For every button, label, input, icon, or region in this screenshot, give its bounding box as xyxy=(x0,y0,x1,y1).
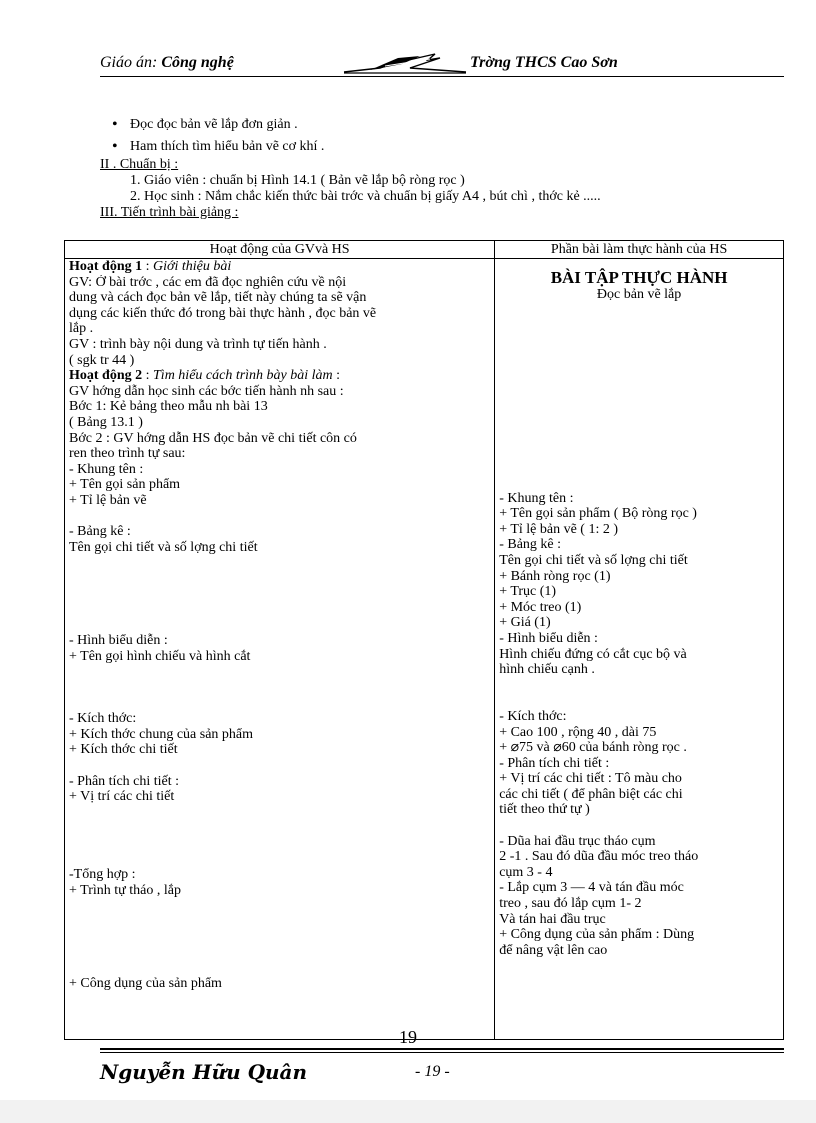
activity-line: dụng các kiến thức đó trong bài thực hành , đọc bản vẽ xyxy=(69,305,377,321)
activity-line: Bớc 1: Kẻ bảng theo mẫu nh bài 13 xyxy=(69,399,268,415)
bang-ke-label: - Bảng kê : xyxy=(499,537,562,553)
header-subject xyxy=(100,54,234,72)
table-header-student: Phần bài làm thực hành của HS xyxy=(495,241,784,259)
activity-line: Bớc 2 : GV hớng dẫn HS đọc bản vẽ chi tiết côn có xyxy=(69,430,357,446)
kich-thuoc-item: + Cao 100 , rộng 40 , dài 75 xyxy=(499,724,657,740)
phan-tich-item: các chi tiết ( để phân biệt các chi xyxy=(499,786,683,802)
section-2-title: II . Chuẩn bị : xyxy=(100,157,179,172)
phan-tich-label: - Phân tích chi tiết : xyxy=(499,755,610,771)
khung-ten-item: + Tỉ lệ bản vẽ ( 1: 2 ) xyxy=(499,521,619,537)
tong-hop-label: -Tổng hợp : xyxy=(69,867,136,883)
activity-line: dung và cách đọc bản vẽ lắp, tiết này chúng ta sẽ vận xyxy=(69,290,367,306)
page-header xyxy=(100,50,784,76)
objective-text: Ham thích tìm hiểu bản vẽ cơ khí . xyxy=(130,139,325,154)
bullet-icon: • xyxy=(112,138,118,155)
page-bottom-margin xyxy=(0,1100,816,1123)
kich-thuoc-item: + Kích thớc chi tiết xyxy=(69,742,178,758)
diameter-line: + ⌀75 và ⌀60 của bánh ròng rọc . xyxy=(499,740,687,756)
footer-rule xyxy=(100,1052,784,1053)
phan-tich-item: tiết theo thứ tự ) xyxy=(499,802,590,818)
quill-pen-icon xyxy=(340,50,470,76)
tong-hop-item: Và tán hai đầu trục xyxy=(499,911,606,927)
bang-ke-item: + Trục (1) xyxy=(499,584,557,600)
header-subject-label: Giáo án: xyxy=(100,54,158,71)
objective-bullet xyxy=(100,116,800,134)
activity-2-name: Tìm hiểu cách trình bày bài làm xyxy=(153,368,333,384)
footer-rule xyxy=(100,1048,784,1050)
intro-section xyxy=(100,116,800,220)
kich-thuoc-label: - Kích thớc: xyxy=(499,708,567,724)
activity-line: GV hớng dẫn học sinh các bớc tiến hành nh sau : xyxy=(69,383,344,399)
section-3-title: III. Tiến trình bài giảng : xyxy=(100,205,239,220)
bullet-icon: • xyxy=(112,116,118,133)
diameter-icon: ⌀ xyxy=(510,740,520,756)
tong-hop-item: 2 -1 . Sau đó dũa đầu móc treo tháo xyxy=(499,849,699,865)
activity-1-name: Giới thiệu bài xyxy=(153,259,232,274)
header-school: Trờng THCS Cao Sơn xyxy=(470,54,618,71)
phan-tich-label: - Phân tích chi tiết : xyxy=(69,773,180,789)
header-rule xyxy=(100,76,784,77)
tong-hop-item: treo , sau đó lắp cụm 1- 2 xyxy=(499,896,642,912)
footer-page: - 19 - xyxy=(415,1063,450,1080)
activity-line: lắp . xyxy=(69,321,94,337)
header-subject-name: Công nghệ xyxy=(161,54,234,71)
student-practice-cell xyxy=(495,259,784,1040)
activity-line: ( Bảng 13.1 ) xyxy=(69,414,143,430)
hinh-bieu-dien-label: - Hình biểu diễn : xyxy=(499,630,598,646)
khung-ten-label: - Khung tên : xyxy=(69,461,144,477)
footer-author: Nguyễn Hữu Quân xyxy=(100,1060,308,1084)
lesson-table xyxy=(64,240,784,1040)
activity-1-label: Hoạt động 1 xyxy=(69,259,143,274)
diameter-icon: ⌀ xyxy=(553,740,562,756)
tong-hop-item: để nâng vật lên cao xyxy=(499,942,608,958)
khung-ten-label: - Khung tên : xyxy=(499,490,574,506)
bang-ke-item: Tên gọi chi tiết và số lợng chi tiết xyxy=(69,539,258,555)
activity-line: ren theo trình tự sau: xyxy=(69,446,186,462)
hinh-bieu-dien-item: hình chiếu cạnh . xyxy=(499,662,595,678)
teacher-activity-cell: Hoạt động 1 : Giới thiệu bài GV: Ở bài trớc , các em đã đọc nghiên cứu về nội dung và cách đọc bản vẽ lắp, tiết này chúng ta sẽ vận dụng các kiến thức đó trong bài thực hành , đọc bản vẽ lắp . GV : trình bày nội dung và trình tự tiến hành . ( sgk tr 44 ) Hoạt động 2 : Tìm hiểu cách trình bày bài làm : GV hớng dẫn học sinh các bớc tiến hành nh sau : Bớc 1: Kẻ bảng theo mẫu nh bài 13 ( Bảng 13.1 ) Bớc 2 : GV hớng dẫn HS đọc bản vẽ chi tiết côn có ren theo trình tự sau: - Khung tên : + Tên gọi sản phẩm + Tỉ lệ bản vẽ - Bảng kê : Tên gọi chi tiết và số lợng chi tiết - Hình biểu diễn : + Tên gọi hình chiếu và hình cắt - Kích thớc: + Kích thớc chung của sản phẩm + Kích thớc chi tiết - Phân tích chi tiết : + Vị trí các chi tiết -Tổng hợp : + Trình tự tháo , lắp + Công dụng của sản phẩm xyxy=(65,259,495,1040)
table-header-teacher: Hoạt động của GVvà HS xyxy=(65,241,495,259)
tong-hop-item: - Dũa hai đầu trục tháo cụm xyxy=(499,833,656,849)
tong-hop-item: + Công dụng của sản phẩm : Dùng xyxy=(499,927,695,943)
tong-hop-item: - Lắp cụm 3 — 4 và tán đầu móc xyxy=(499,880,684,896)
prep-item: 2. Học sinh : Nắm chắc kiến thức bài trớc và chuẩn bị giấy A4 , bút chì , thớc kẻ ..... xyxy=(130,189,601,204)
khung-ten-item: + Tên gọi sản phẩm ( Bộ ròng rọc ) xyxy=(499,506,697,522)
khung-ten-item: + Tỉ lệ bản vẽ xyxy=(69,492,147,508)
bang-ke-item: + Bánh ròng rọc (1) xyxy=(499,568,611,584)
activity-2-label: Hoạt động 2 xyxy=(69,368,143,384)
activity-line: GV : trình bày nội dung và trình tự tiến hành . xyxy=(69,336,327,352)
bang-ke-label: - Bảng kê : xyxy=(69,524,131,540)
practice-subtitle: Đọc bản vẽ lắp xyxy=(596,287,682,302)
bang-ke-item: + Giá (1) xyxy=(499,615,551,631)
practice-title: BÀI TẬP THỰC HÀNH xyxy=(550,268,728,287)
bang-ke-item: + Móc treo (1) xyxy=(499,599,582,615)
bang-ke-item: Tên gọi chi tiết và số lợng chi tiết xyxy=(499,552,688,568)
phan-tich-item: + Vị trí các chi tiết : Tô màu cho xyxy=(499,771,682,787)
tong-hop-item: cụm 3 - 4 xyxy=(499,864,553,880)
phan-tich-item: + Vị trí các chi tiết xyxy=(69,789,175,805)
page-number: 19 xyxy=(399,1027,417,1047)
objective-text: Đọc đọc bản vẽ lắp đơn giản . xyxy=(130,117,298,132)
activity-line: ( sgk tr 44 ) xyxy=(69,352,135,368)
hinh-bieu-dien-item: Hình chiếu đứng có cắt cục bộ và xyxy=(499,646,687,662)
khung-ten-item: + Tên gọi sản phẩm xyxy=(69,477,181,493)
hinh-bieu-dien-label: - Hình biểu diễn : xyxy=(69,633,168,649)
objective-bullet xyxy=(100,138,800,156)
kich-thuoc-item: + Kích thớc chung của sản phẩm xyxy=(69,726,254,742)
kich-thuoc-label: - Kích thớc: xyxy=(69,711,137,727)
activity-line: GV: Ở bài trớc , các em đã đọc nghiên cứu về nội xyxy=(69,274,347,290)
tong-hop-item: + Trình tự tháo , lắp xyxy=(69,882,181,898)
hinh-bieu-dien-item: + Tên gọi hình chiếu và hình cắt xyxy=(69,648,251,664)
cong-dung-item: + Công dụng của sản phẩm xyxy=(69,976,222,992)
prep-item: 1. Giáo viên : chuẩn bị Hình 14.1 ( Bản vẽ lắp bộ ròng rọc ) xyxy=(130,173,465,188)
